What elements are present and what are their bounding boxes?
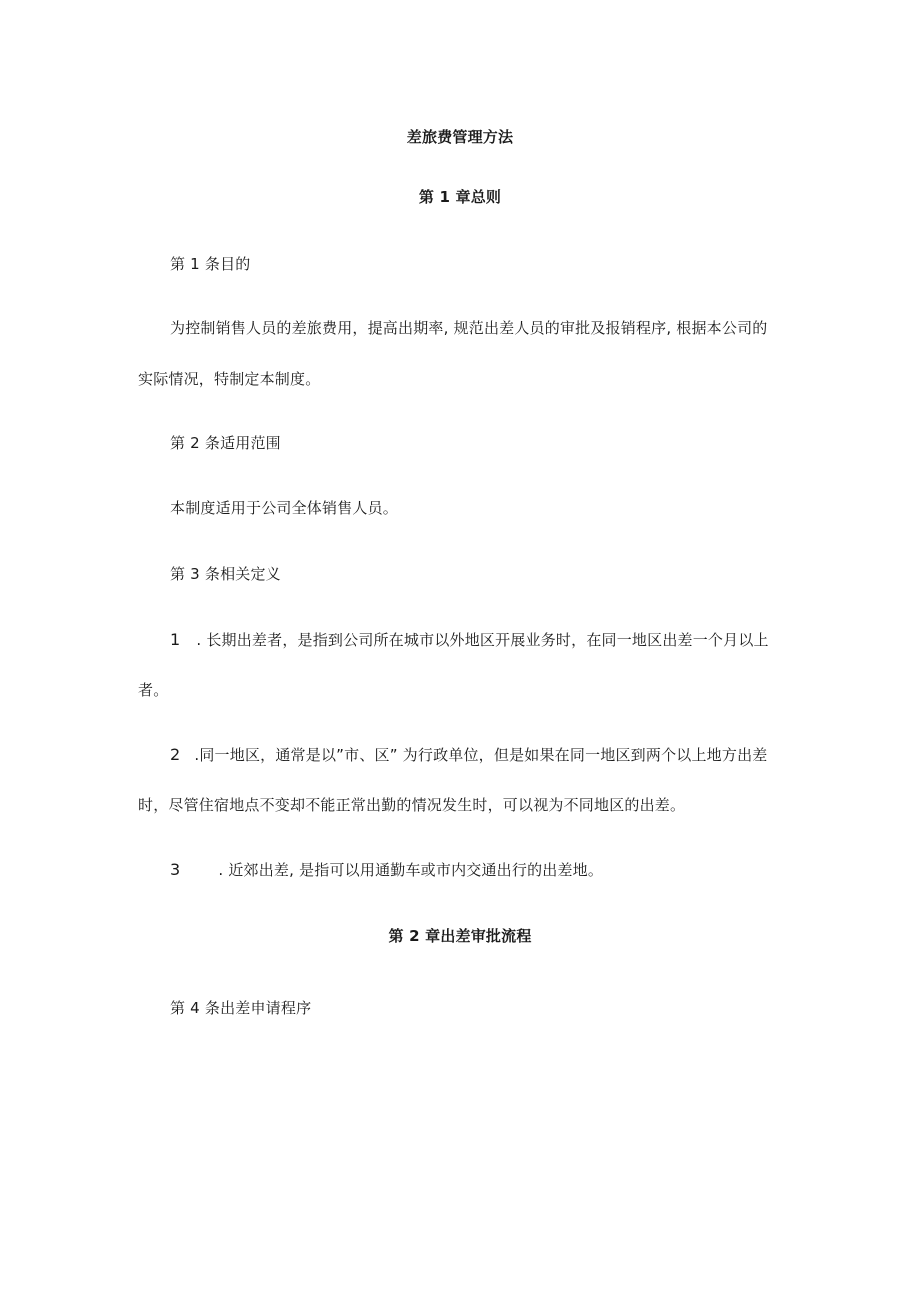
article-1-paragraph-line-1: 为控制销售人员的差旅费用，提高出期率, 规范出差人员的审批及报销程序, 根据本公司的 — [170, 319, 768, 337]
definition-2-line-1 — [170, 745, 767, 765]
article-2-heading: 第 2 条适用范围 — [170, 434, 281, 452]
definition-1-line-2: 者。 — [138, 681, 169, 699]
article-1-heading: 第 1 条目的 — [170, 255, 251, 273]
definition-2-line-2: 时，尽管住宿地点不变却不能正常出勤的情况发生时，可以视为不同地区的出差。 — [138, 796, 686, 814]
definition-3-text: . 近郊出差, 是指可以用通勤车或市内交通出行的出差地。 — [218, 861, 604, 879]
chapter-2-heading: 第 2 章出差审批流程 — [388, 927, 532, 945]
article-4-heading: 第 4 条出差申请程序 — [170, 999, 312, 1017]
definition-2-text: .同一地区，通常是以”市、区” 为行政单位，但是如果在同一地区到两个以上地方出差 — [194, 746, 768, 764]
definition-1-text: . 长期出差者，是指到公司所在城市以外地区开展业务时，在同一地区出差一个月以上 — [196, 631, 769, 649]
definition-1-line-1 — [170, 630, 769, 650]
definition-2-number: 2 — [170, 745, 181, 764]
article-3-heading: 第 3 条相关定义 — [170, 565, 281, 583]
chapter-1-heading: 第 1 章总则 — [418, 188, 502, 206]
article-1-paragraph-line-2: 实际情况，特制定本制度。 — [138, 370, 321, 388]
definition-3-line-1 — [170, 860, 603, 880]
article-2-paragraph: 本制度适用于公司全体销售人员。 — [170, 499, 399, 517]
document-title: 差旅费管理方法 — [406, 128, 514, 146]
definition-3-number: 3 — [170, 860, 181, 879]
definition-1-number: 1 — [170, 630, 181, 649]
